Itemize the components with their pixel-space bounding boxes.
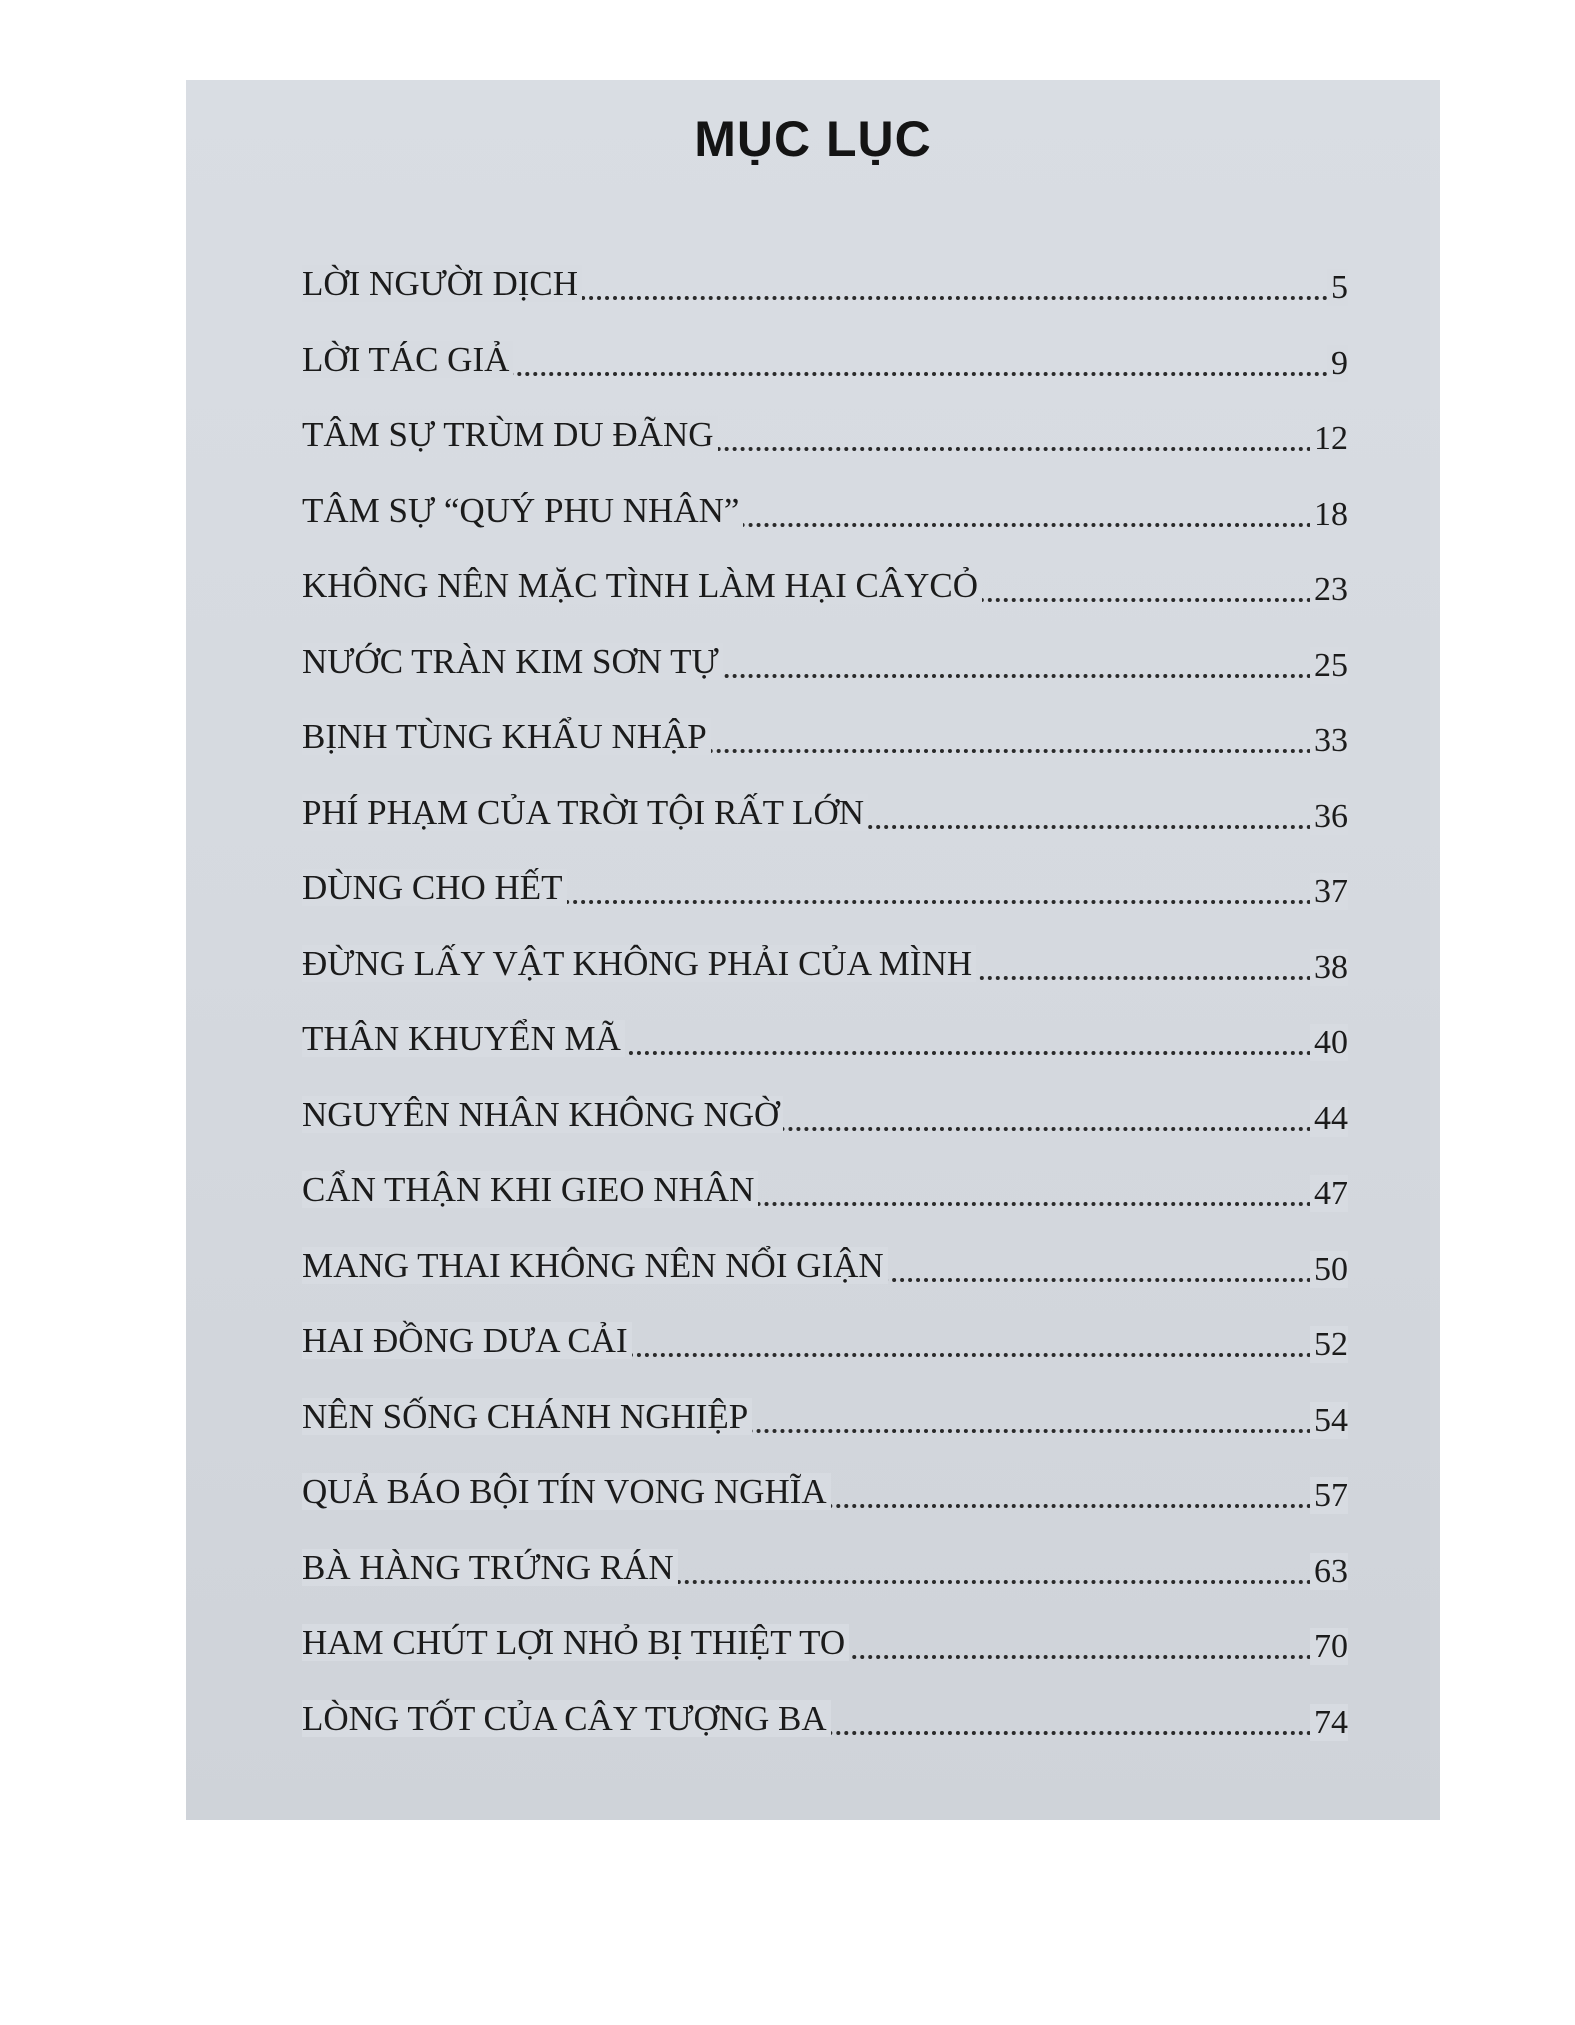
toc-entry-page-number: 18 [1310, 496, 1348, 533]
toc-entry-title: BÀ HÀNG TRỨNG RÁN [302, 1549, 678, 1586]
toc-entry-title: HAI ĐỒNG DƯA CẢI [302, 1322, 632, 1359]
toc-entry-title: ĐỪNG LẤY VẬT KHÔNG PHẢI CỦA MÌNH [302, 945, 976, 982]
toc-entry-page-number: 33 [1310, 722, 1348, 759]
toc-entry [186, 339, 1440, 382]
toc-entry-page-number: 36 [1310, 798, 1348, 835]
toc-entry [186, 1698, 1440, 1741]
toc-entry-page-number: 63 [1310, 1553, 1348, 1590]
toc-entry-page-number: 25 [1310, 647, 1348, 684]
toc-entry-title: NƯỚC TRÀN KIM SƠN TỰ [302, 643, 723, 680]
toc-entry-page-number: 74 [1310, 1704, 1348, 1741]
toc-entry-title: DÙNG CHO HẾT [302, 869, 567, 906]
toc-entry-page-number: 54 [1310, 1402, 1348, 1439]
toc-entry-page-number: 12 [1310, 420, 1348, 457]
toc-entry [186, 1547, 1440, 1590]
toc-entry-title: THÂN KHUYỂN MÃ [302, 1020, 625, 1057]
toc-entry-title: LỜI NGƯỜI DỊCH [302, 265, 582, 302]
toc-entry-title: TÂM SỰ “QUÝ PHU NHÂN” [302, 492, 743, 529]
toc-entry-page-number: 40 [1310, 1024, 1348, 1061]
toc-entry [186, 566, 1440, 608]
toc-entry-title: MANG THAI KHÔNG NÊN NỔI GIẬN [302, 1247, 888, 1284]
toc-entry [186, 1396, 1440, 1439]
toc-entry-page-number: 5 [1327, 269, 1348, 306]
toc-entry [186, 943, 1440, 986]
toc-entry-page-number: 37 [1310, 873, 1348, 910]
toc-entry [186, 264, 1440, 306]
toc-entry-title: LÒNG TỐT CỦA CÂY TƯỢNG BA [302, 1700, 831, 1737]
page-title: MỤC LỤC [694, 111, 932, 167]
toc-entry-page-number: 38 [1310, 949, 1348, 986]
toc-entry [186, 792, 1440, 835]
toc-entry [186, 717, 1440, 759]
toc-entry [186, 868, 1440, 910]
toc-entry [186, 490, 1440, 533]
toc-entry-title: TÂM SỰ TRÙM DU ĐÃNG [302, 416, 718, 453]
toc-entry-page-number: 23 [1310, 571, 1348, 608]
toc-entry [186, 415, 1440, 457]
toc-entry-title: CẨN THẬN KHI GIEO NHÂN [302, 1171, 758, 1208]
toc-entry-title: NÊN SỐNG CHÁNH NGHIỆP [302, 1398, 752, 1435]
toc-entry-title: KHÔNG NÊN MẶC TÌNH LÀM HẠI CÂYCỎ [302, 567, 982, 604]
toc-entry [186, 1623, 1440, 1665]
toc-entry [186, 1094, 1440, 1137]
toc-entry [186, 1472, 1440, 1514]
toc-entry-page-number: 47 [1310, 1175, 1348, 1212]
table-of-contents [186, 265, 1440, 1775]
toc-entry [186, 1245, 1440, 1288]
toc-entry-title: LỜI TÁC GIẢ [302, 341, 513, 378]
toc-entry-page-number: 44 [1310, 1100, 1348, 1137]
toc-entry-title: QUẢ BÁO BỘI TÍN VONG NGHĨA [302, 1473, 831, 1510]
book-page [186, 80, 1440, 1820]
toc-entry-page-number: 50 [1310, 1251, 1348, 1288]
toc-entry-page-number: 70 [1310, 1628, 1348, 1665]
toc-entry-page-number: 9 [1327, 345, 1348, 382]
toc-entry [186, 1019, 1440, 1061]
toc-entry [186, 1321, 1440, 1363]
toc-entry-title: BỊNH TÙNG KHẨU NHẬP [302, 718, 711, 755]
toc-entry-page-number: 52 [1310, 1326, 1348, 1363]
toc-entry-title: NGUYÊN NHÂN KHÔNG NGỜ [302, 1096, 783, 1133]
toc-entry [186, 1170, 1440, 1212]
toc-entry [186, 641, 1440, 684]
toc-entry-page-number: 57 [1310, 1477, 1348, 1514]
toc-entry-title: HAM CHÚT LỢI NHỎ BỊ THIỆT TO [302, 1624, 849, 1661]
toc-entry-title: PHÍ PHẠM CỦA TRỜI TỘI RẤT LỚN [302, 794, 868, 831]
